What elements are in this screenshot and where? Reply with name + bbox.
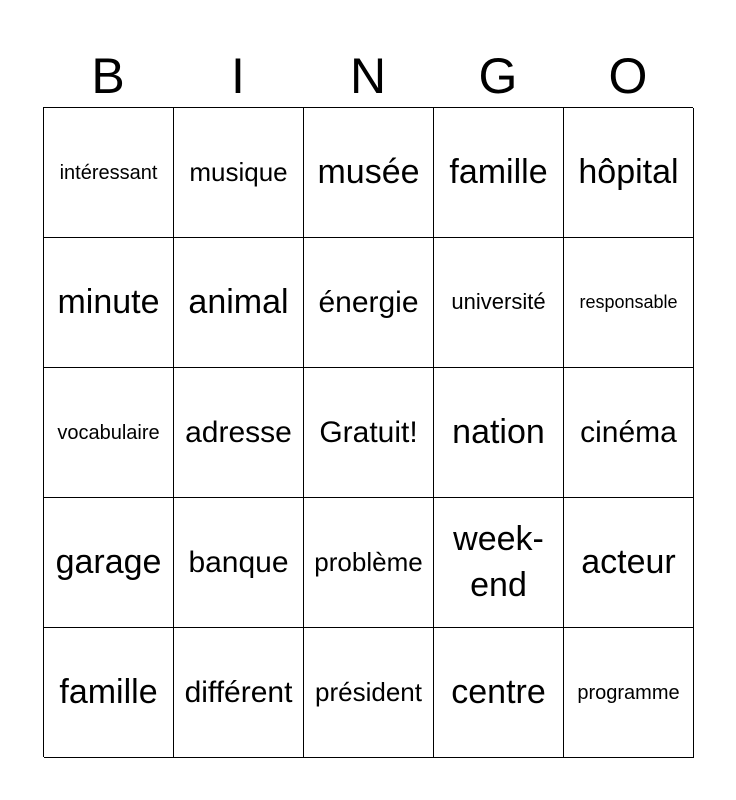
bingo-cell[interactable]: différent <box>174 628 304 758</box>
bingo-cell[interactable]: famille <box>434 108 564 238</box>
bingo-cell[interactable]: musique <box>174 108 304 238</box>
bingo-cell[interactable]: musée <box>304 108 434 238</box>
header-letter-o: O <box>608 48 648 104</box>
header-letter-i: I <box>231 48 245 104</box>
bingo-cell[interactable]: acteur <box>564 498 694 628</box>
header-letter-b: B <box>91 48 125 104</box>
bingo-cell[interactable]: animal <box>174 238 304 368</box>
free-space-cell[interactable]: Gratuit! <box>304 368 434 498</box>
bingo-cell[interactable]: intéressant <box>44 108 174 238</box>
bingo-grid <box>43 107 693 757</box>
bingo-cell[interactable]: problème <box>304 498 434 628</box>
bingo-cell[interactable]: famille <box>44 628 174 758</box>
bingo-header <box>43 48 693 104</box>
bingo-cell[interactable]: hôpital <box>564 108 694 238</box>
bingo-cell[interactable]: programme <box>564 628 694 758</box>
bingo-cell[interactable]: adresse <box>174 368 304 498</box>
bingo-cell[interactable]: vocabulaire <box>44 368 174 498</box>
bingo-cell[interactable]: centre <box>434 628 564 758</box>
bingo-cell[interactable]: minute <box>44 238 174 368</box>
bingo-cell[interactable]: président <box>304 628 434 758</box>
bingo-cell[interactable]: garage <box>44 498 174 628</box>
bingo-cell[interactable]: week-end <box>434 498 564 628</box>
bingo-cell[interactable]: université <box>434 238 564 368</box>
bingo-cell[interactable]: cinéma <box>564 368 694 498</box>
bingo-cell[interactable]: énergie <box>304 238 434 368</box>
header-letter-n: N <box>349 48 387 104</box>
bingo-cell[interactable]: responsable <box>564 238 694 368</box>
bingo-cell[interactable]: nation <box>434 368 564 498</box>
bingo-cell[interactable]: banque <box>174 498 304 628</box>
header-letter-g: G <box>478 48 518 104</box>
